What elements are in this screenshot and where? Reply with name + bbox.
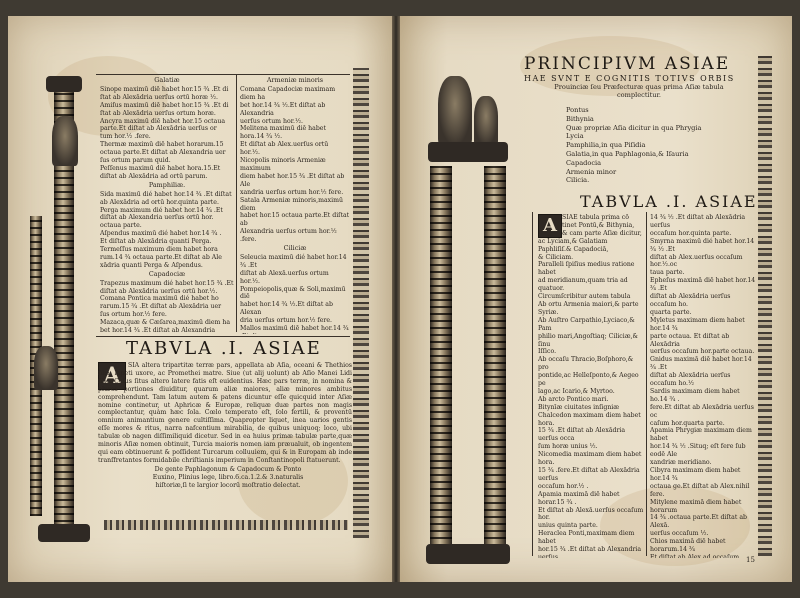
left-col1 xyxy=(100,76,234,334)
text-line: Et diſtat ab Alex.ad occaſum xyxy=(650,553,740,558)
text-line: SIAE tabula prima cō xyxy=(562,214,630,221)
arch-capital xyxy=(428,142,508,162)
text-line: ſtat ab Alexādria uerſus ortū horæ ½. xyxy=(100,93,218,101)
text-line: parte octaua. Et diſtat ab Alexādria xyxy=(650,332,730,348)
text-line: pontide,ac Helleſponto,& Aegeo pe xyxy=(538,372,639,388)
text-line: Thermæ maximū diē habet horarum.15 xyxy=(100,141,224,149)
statue-figure-icon xyxy=(34,346,58,390)
list-item: Pamphilia,in qua Piſidia xyxy=(566,141,646,150)
text-line: diſtat ab Alexādria uerſus occaſum ho. xyxy=(650,293,731,308)
text-line: parte.Et diſtat ab Alexādria uerſus or xyxy=(100,125,217,133)
left-col2 xyxy=(240,76,350,334)
section-heading: Galatiæ xyxy=(154,76,180,84)
page-title: TABVLA .I. ASIAE xyxy=(126,338,322,359)
text-line: Ab arcto Pontico mari. xyxy=(538,395,609,403)
text-line: habet hor.14 ¾ ½.Et diſtat ab Alexan xyxy=(240,301,333,317)
text-line: ſus ortum hor.½ fere. xyxy=(100,311,167,319)
section-heading: Ciliciæ xyxy=(283,244,307,253)
section-heading: Capadociæ xyxy=(148,269,186,278)
text-line: Cibyra maximam diem habet hor.14 ¾ xyxy=(650,467,741,482)
text-line: & cam parte Aſiæ dicitur, xyxy=(562,229,642,237)
tabula-title: TABVLA .I. ASIAE xyxy=(580,192,758,211)
text-line: Satala Armeniæ minoris,maximū diem xyxy=(240,196,343,212)
statue-figure-icon xyxy=(474,96,498,146)
arch-base xyxy=(426,544,510,564)
text-line: 15 ¾ .fere.Et diſtat ab Alexādria uerſus xyxy=(538,467,640,482)
right-border-strip xyxy=(353,68,369,538)
text-line: Gnidus maximā diē habet hor.14 ¾ .Et xyxy=(650,356,752,372)
text-line: Aſpendus maximū dié habet hor.14 ¾ . xyxy=(100,230,222,238)
text-line: ſum horæ unius ½. xyxy=(538,443,598,451)
text-line: Comana Capadociæ maximam diem ha xyxy=(240,85,336,101)
text-line: ab Alexādria ad ortū hor.quinta parte. xyxy=(100,198,219,206)
column-divider xyxy=(236,74,237,332)
text-line: unius quinta parte. xyxy=(538,522,598,530)
drop-cap: A xyxy=(538,214,562,238)
text-line: Mitylene maximā diem habet horarum xyxy=(650,498,742,514)
text-line: Bitynīæ ciuitates inſigniæ xyxy=(538,403,620,411)
text-line: Epheſus maximā diē habet hor.14 ¾ .Et xyxy=(650,277,756,293)
list-item: Quæ propriæ Aſia dicitur in qua Phrygia xyxy=(566,123,702,132)
right-col1 xyxy=(538,214,644,558)
text-line: Smyrna maximū dié habet hor.14 ¾ ½ .Et xyxy=(650,237,755,253)
text-line: uerſus ortum hor.½. xyxy=(240,117,303,125)
text-line: 14 ¾ .octaua parte.Et diſtat ab Alexā. xyxy=(650,514,747,530)
text-line: hor.15 ¾ .Et diſtat ab Alexandria uerſus xyxy=(538,546,642,558)
text-line: Sardis maximam diem habet ho.14 ¾ . xyxy=(650,387,740,403)
text-line: Euxino, Plinius lege, libro.6.ca.1.2.& 3.naturalis xyxy=(152,473,304,481)
text-line: caſum hor.quarta parte. xyxy=(650,419,725,427)
right-page xyxy=(400,16,792,582)
pillar-capital xyxy=(46,76,82,92)
left-rule xyxy=(532,212,533,556)
text-line: bet hor.14 ¾ .Et diſtat ab Alexandria xyxy=(100,327,216,334)
list-item: Galatia,in qua Paphlagonia,& Iſauria xyxy=(566,149,689,158)
text-line: 14 ¾ ½ .Et diſtat ab Alexādria uerſus xyxy=(650,214,746,229)
text-line: octaua ge.Et diſtat ab Alex.nihil fere. xyxy=(650,482,750,498)
text-line: Et diſtat ab Alex.uerſus ortū hor.½. xyxy=(240,141,329,157)
text-line: rum.14 ¾ octaua parte.Et diſtat ab Ale xyxy=(100,253,222,261)
text-line: tinet Pontū,& Bithynia, xyxy=(562,221,635,229)
left-page xyxy=(8,16,392,582)
title-rule xyxy=(96,336,350,337)
text-line: Amiſus maximū diē habet hor.15 ¾ .Et di xyxy=(100,101,229,109)
text-line: Ab ortu Armenia maiori,& parte Syriæ. xyxy=(538,300,639,316)
list-item: Cilicia. xyxy=(566,176,590,185)
province-list xyxy=(566,106,756,190)
text-line: octaua parte. xyxy=(100,222,142,230)
text-line: Seleucia maximū dié habet hor.14 ¾ .Et xyxy=(240,253,347,269)
text-line: De gente Paphlagonum & Capadocum & Ponto xyxy=(154,466,302,473)
drop-cap: A xyxy=(98,362,126,390)
text-line: Trapezus maximum dié habet hor.15 ¾ .Et xyxy=(100,279,234,287)
text-line: rarum.15 ¾ .Et diſtat ab Alexādria uer xyxy=(100,303,222,311)
pillar-pattern xyxy=(484,166,506,546)
text-line: diem habet hor.15 ¾ .Et diſtat ab Ale xyxy=(240,172,345,188)
text-line: Heraclea Ponti,maximam diem habet xyxy=(538,530,635,546)
text-line: Paphliſiſ.& Capadociā, xyxy=(538,245,609,253)
right-border-strip xyxy=(758,56,772,556)
text-line: Alexandria uerſus ortum hor.½ .fere. xyxy=(240,228,337,244)
text-line: tum hor.½ .fere. xyxy=(100,133,151,141)
list-item: Armenia minor xyxy=(566,167,617,176)
text-line: Ancyra maximū diē habet hor.15 octaua xyxy=(100,117,226,125)
subnote xyxy=(128,466,328,494)
text-line: octaua parte.Et diſtat ab Alexandria uer xyxy=(100,149,226,157)
text-line: Circumſcribitur autem tabula xyxy=(538,293,631,301)
text-line: fere.Et diſtat ab Alexādria uerſus oc xyxy=(650,403,754,419)
bottom-border-strip xyxy=(104,520,348,530)
text-line: occaſum hor.½ . xyxy=(538,482,589,490)
text-line: xādria quanti Perga & Aſpendus. xyxy=(100,261,203,269)
text-line: & Ciliciam. xyxy=(538,253,574,261)
text-line: Nicopolis minoris Armeniæ maximum xyxy=(240,157,326,172)
top-rule xyxy=(96,74,350,75)
sub-title: HAE SVNT E COGNITIS TOTIVS ORBIS xyxy=(524,74,735,83)
text-line: diſtat ab Alexā.uerſus ortum hor.½. xyxy=(240,269,329,285)
list-item: Capadocia xyxy=(566,158,602,167)
pillar-pattern xyxy=(430,166,452,546)
text-line: Chalcedon maximam diem habet hora. xyxy=(538,411,641,427)
text-line: Comana Pontica maximū dié habet ho xyxy=(100,295,219,303)
text-line: Iſſico. xyxy=(538,348,557,356)
text-line: lago,ac Icario,& Myrtoo. xyxy=(538,387,615,395)
text-line: Ab Auſtro Carpathio,Lyciaco,& Pam xyxy=(538,316,635,332)
page-number: 15 xyxy=(746,556,755,564)
text-line: Mallos maximū diē habet hor.14 ¾ xyxy=(240,325,349,333)
text-line: occaſum hor.quinta parte. xyxy=(650,229,732,237)
text-line: complectitur. xyxy=(616,90,662,99)
text-line: Et diſtat ab Alexā.uerſus occaſum hor. xyxy=(538,506,644,522)
text-line: xandria uerſus ortum hor.½ fere. xyxy=(240,188,344,196)
statue-figure-icon xyxy=(52,116,78,166)
text-line: ac Lyciam,& Galatiam xyxy=(538,237,608,245)
text-line: Chios maximā diē habet horarum.14 ¾ xyxy=(650,538,726,554)
statue-figure-icon xyxy=(438,76,472,146)
text-line: ſus ortum parum quid. xyxy=(100,157,171,165)
text-line: ſtat ab Alexādria uerſus ortum horæ. xyxy=(100,109,216,117)
text-line: Melitena maximū diē habet hora.14 ¾ ½. xyxy=(240,125,326,141)
text-line: Apamia Phrygiæ maximam diem habet xyxy=(650,427,752,443)
column-divider xyxy=(646,212,647,556)
text-line: Sinope maximū diē habet hor.15 ¾ .Et di xyxy=(100,85,229,93)
text-line: habet hor.15 octaua parte.Et diſtat ab xyxy=(240,212,350,228)
text-line: hiſtoriæ,ſi te largior locorū moſtratio delectat. xyxy=(155,481,301,489)
text-line: uerſus occaſum hor.parte octaua. xyxy=(650,348,755,356)
text-line: diſtat ab Alexandria uerſus ortū hor. xyxy=(100,214,214,222)
text-line: diſtat ab Alexādria uerſus ortū hor.½. xyxy=(100,287,218,295)
text-line: diſtat ab Alex.uerſus occaſum hor.½.oc xyxy=(650,253,743,269)
main-title: PRINCIPIVM ASIAE xyxy=(524,54,731,74)
text-line: Paralleli ſpiſius medius ratione habet xyxy=(538,261,635,277)
text-line: xandriæ meridiano. xyxy=(650,459,712,467)
text-line: uerſus occaſum ½. xyxy=(650,530,709,538)
text-line: Sida maximū dié habet hor.14 ¾ .Et diſtat xyxy=(100,190,232,198)
text-line: philio mari,Angoſtiaq; Ciliciæ,& ſinu xyxy=(538,332,639,348)
subtitle xyxy=(524,84,754,102)
text-line: Myletus maximam diem habet hor.14 ¾ xyxy=(650,316,745,332)
text-line: ad meridianum,quam tria ad quatuor. xyxy=(538,277,628,293)
pillar-base xyxy=(38,524,90,542)
book-gutter xyxy=(392,16,400,582)
section-heading: Pamphiliæ. xyxy=(148,180,186,189)
right-col2 xyxy=(650,214,756,558)
text-line: Prouinciæ ſeu Præfecturæ quas prima Aſiæ tabula xyxy=(554,84,724,91)
text-line: quarta parte. xyxy=(650,308,692,316)
text-line: Apamia maximā diē habet horar.15 ¾ . xyxy=(538,490,620,506)
text-line: diſtat ab Alexādria ad ortū parum. xyxy=(100,172,208,180)
text-line: Peſſenus maximū diē habet hora.15.Et xyxy=(100,164,221,172)
text-line: 15 ¾ .Et diſtat ab Alexādria uerſus occa xyxy=(538,427,626,443)
text-line: Et diſtat ab Alexādria quanti Perga. xyxy=(100,238,212,246)
text-line: Mazaca,quæ & Cæſarea,maximū diem ha xyxy=(100,319,231,327)
list-item: Lycia xyxy=(566,132,584,141)
text-line: Pompeiopolis,quæ & Soli,maximū diē xyxy=(240,285,346,301)
text-line: bet hor.14 ¾ ½.Et diſtat ab Alexandria xyxy=(240,101,326,117)
text-line: Ab occaſu Thracio,Boſphoro,& pro xyxy=(538,356,634,372)
text-line: dria uerſus ortum hor.½ fere. xyxy=(240,317,333,325)
section-heading: Armeniæ minoris xyxy=(266,76,324,84)
list-item: Pontus xyxy=(566,106,589,114)
text-line: taua parte. xyxy=(650,269,685,277)
text-line: diſtat ab Alexādria uerſus occaſum ho.½ xyxy=(650,372,731,388)
list-item: Bithynia xyxy=(566,114,594,123)
text-line: Perga maximum dié habet hor.14 ¾ .Et xyxy=(100,206,223,214)
text-line: hor.14 ¾ ½ .Situq; eſt fere ſub eodē Ale xyxy=(650,443,746,459)
text-line: Nicomedia maximam diem habet hora. xyxy=(538,451,642,467)
text-line: Termeſſus maximum diem habet hora xyxy=(100,246,218,254)
intro-paragraph: SIA altera tripartitæ terræ pars, appellata ab Aſia, oceani & Thethios filia, Iapeti uxore, ac Promethei matre. Siue (ut alij uolunt) ab Aſio Manei Lidi filio. Cuius ſitus altero latere fatis eſt euidentius. Hæc pars terræ, in nomina & plures portiones diuiditur, quarum aliæ maiores, aliæ minores ambitus comprehendunt. Tam latum autem & patens dicuntur eſſe quicquid inter Aſiæ nomine continetur, ut Aphricæ & Europæ, reliquæ duæ partes non magis complectantur, quàm hæc ſola. Cœlo temperato eſt, ſolo fertili, & proventū omnium animantium genere cultiſſima. Quapropter liquet, inea uarios gentis eſſe mores & ritus, narra nafcentium mirabilia, de quibus uniquoq; loco, ubi tabulæ ob nagen diſſimiliquid dicetur. Sed in ea huius primæ tabulæ parte,quæ minoris Aſiæ nomen obtinuit, Turcia maioris nomen iam præualuit, ob ingentem qui eam obtinuerunt & poſſident Turcarum colluuiem, qui & in Europam ab inde tranſfretantes formidabile chriſtianis imperium in Conſtantinopoli ſtatuerunt. xyxy=(98,362,352,464)
